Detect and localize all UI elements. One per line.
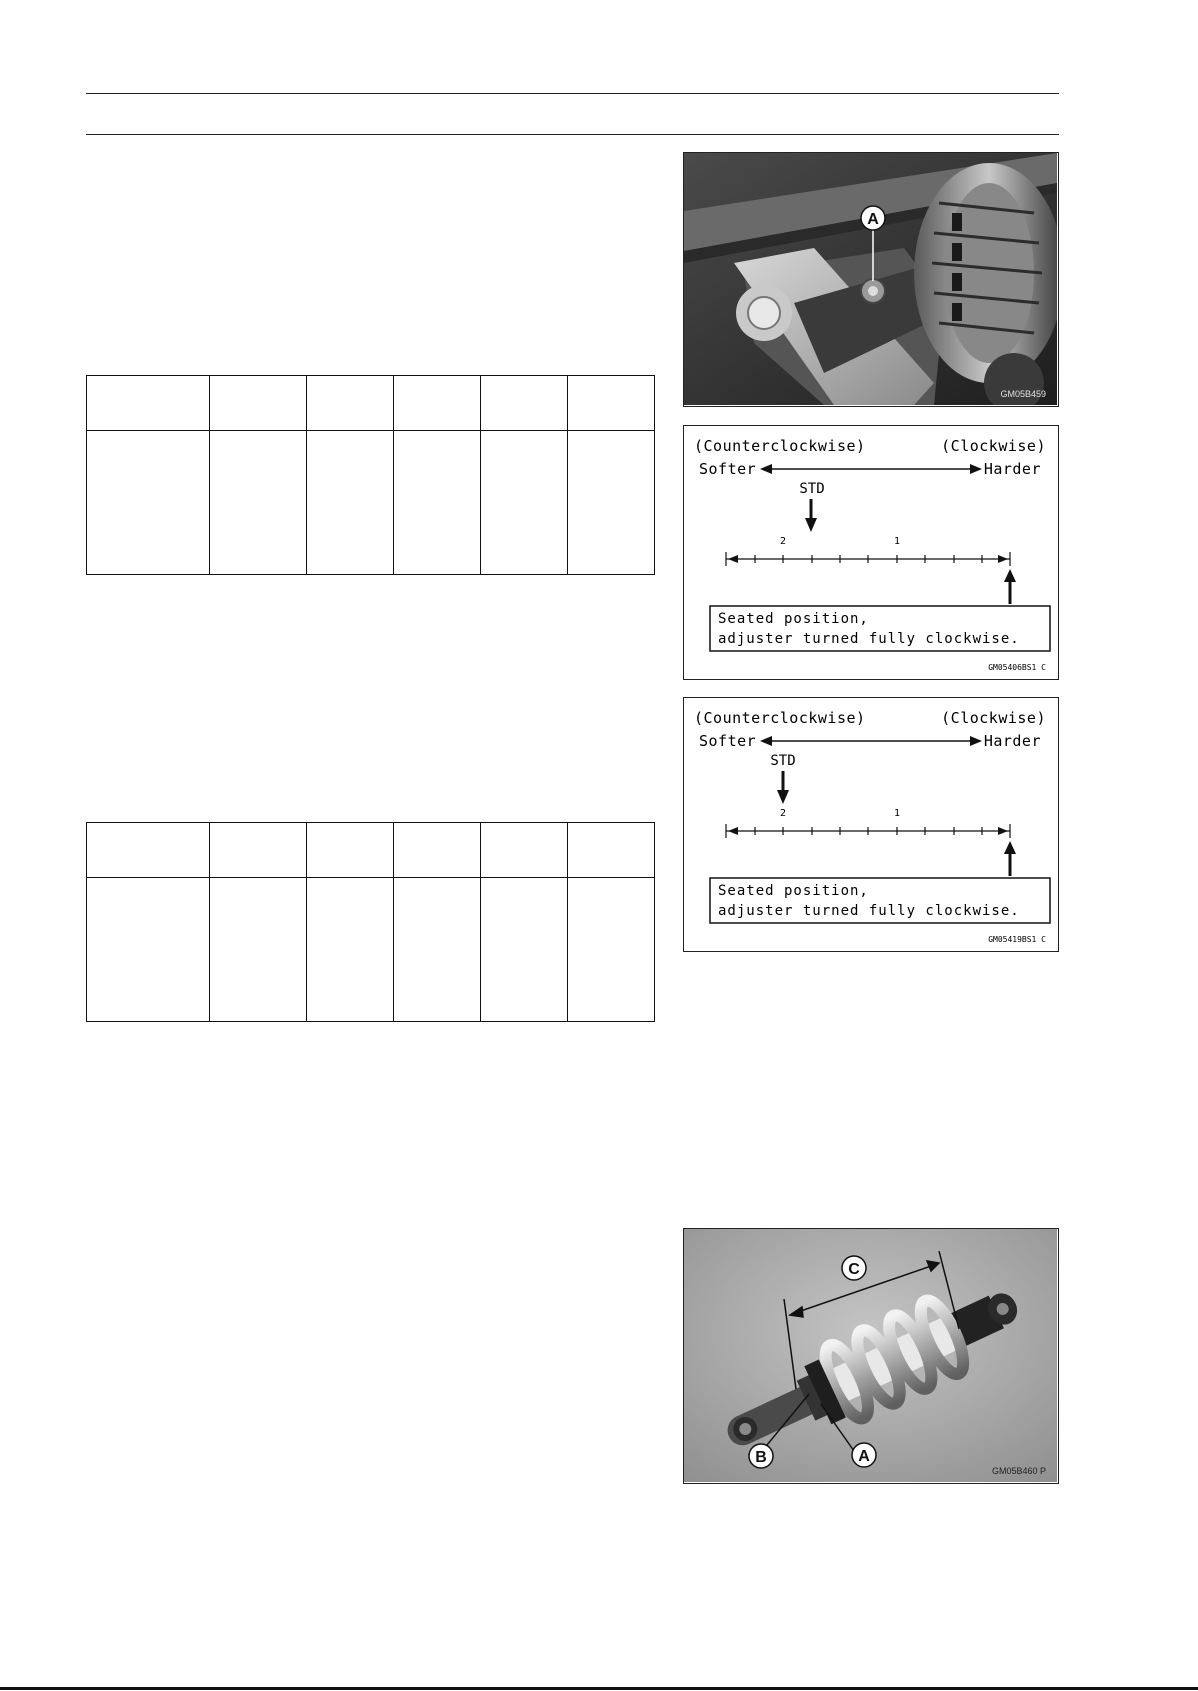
table-cell [87,823,210,878]
figure-code: GM05406BS1 C [988,663,1046,672]
note-line-1: Seated position, [718,883,869,899]
table-cell [210,431,307,575]
table-cell [210,823,307,878]
table-cell [210,878,307,1022]
counterclockwise-label: (Counterclockwise) [694,709,866,727]
note-line-2: adjuster turned fully clockwise. [718,631,1020,647]
table-cell [307,376,394,431]
tick-label-2: 2 [779,536,787,547]
tick-label-1: 1 [893,808,901,819]
tick-label-2: 2 [779,808,787,819]
callout-a: A [858,1448,870,1465]
softer-label: Softer [699,460,757,478]
table-cell [87,878,210,1022]
figure-code: GM05B459 [1000,389,1046,399]
table-cell [87,376,210,431]
adjustment-table-2 [86,822,655,1022]
figure-code: GM05419BS1 C [988,935,1046,944]
adjuster-diagram-2 [683,697,1059,952]
table-cell [394,823,481,878]
clockwise-label: (Clockwise) [941,437,1046,455]
callout-c: C [848,1261,860,1278]
table-cell [568,878,655,1022]
adjustment-scale [726,824,1010,838]
std-label: STD [799,481,825,497]
table-cell [307,878,394,1022]
table-cell [394,878,481,1022]
direction-arrow [760,464,982,474]
table-cell [394,376,481,431]
footer-rule [0,1687,1198,1690]
photo-shock-absorber-spring [683,1228,1059,1484]
table-cell [568,376,655,431]
std-label: STD [770,753,796,769]
header-rule-bottom [86,134,1059,135]
table-cell [481,878,568,1022]
adjustment-table-1 [86,375,655,575]
adjuster-diagram-1 [683,425,1059,680]
clockwise-label: (Clockwise) [941,709,1046,727]
table-cell [210,376,307,431]
tick-label-1: 1 [893,536,901,547]
callout-b: B [755,1449,767,1466]
seated-arrow [1004,841,1016,876]
counterclockwise-label: (Counterclockwise) [694,437,866,455]
photo-rear-shock-adjuster [683,152,1059,407]
table-cell [307,823,394,878]
table-cell [568,431,655,575]
direction-arrow [760,736,982,746]
table-cell [87,431,210,575]
header-rule-top [86,93,1059,94]
table-cell [481,823,568,878]
softer-label: Softer [699,732,757,750]
table-cell [394,431,481,575]
table-cell [307,431,394,575]
figure-code: GM05B460 P [991,1466,1046,1476]
table-cell [568,823,655,878]
adjustment-scale [726,552,1010,566]
harder-label: Harder [983,732,1041,750]
table-cell [481,376,568,431]
harder-label: Harder [983,460,1041,478]
std-arrow [805,499,817,532]
note-line-1: Seated position, [718,611,869,627]
note-line-2: adjuster turned fully clockwise. [718,903,1020,919]
seated-arrow [1004,569,1016,604]
std-arrow [777,771,789,804]
table-cell [481,431,568,575]
callout-a: A [867,211,879,228]
